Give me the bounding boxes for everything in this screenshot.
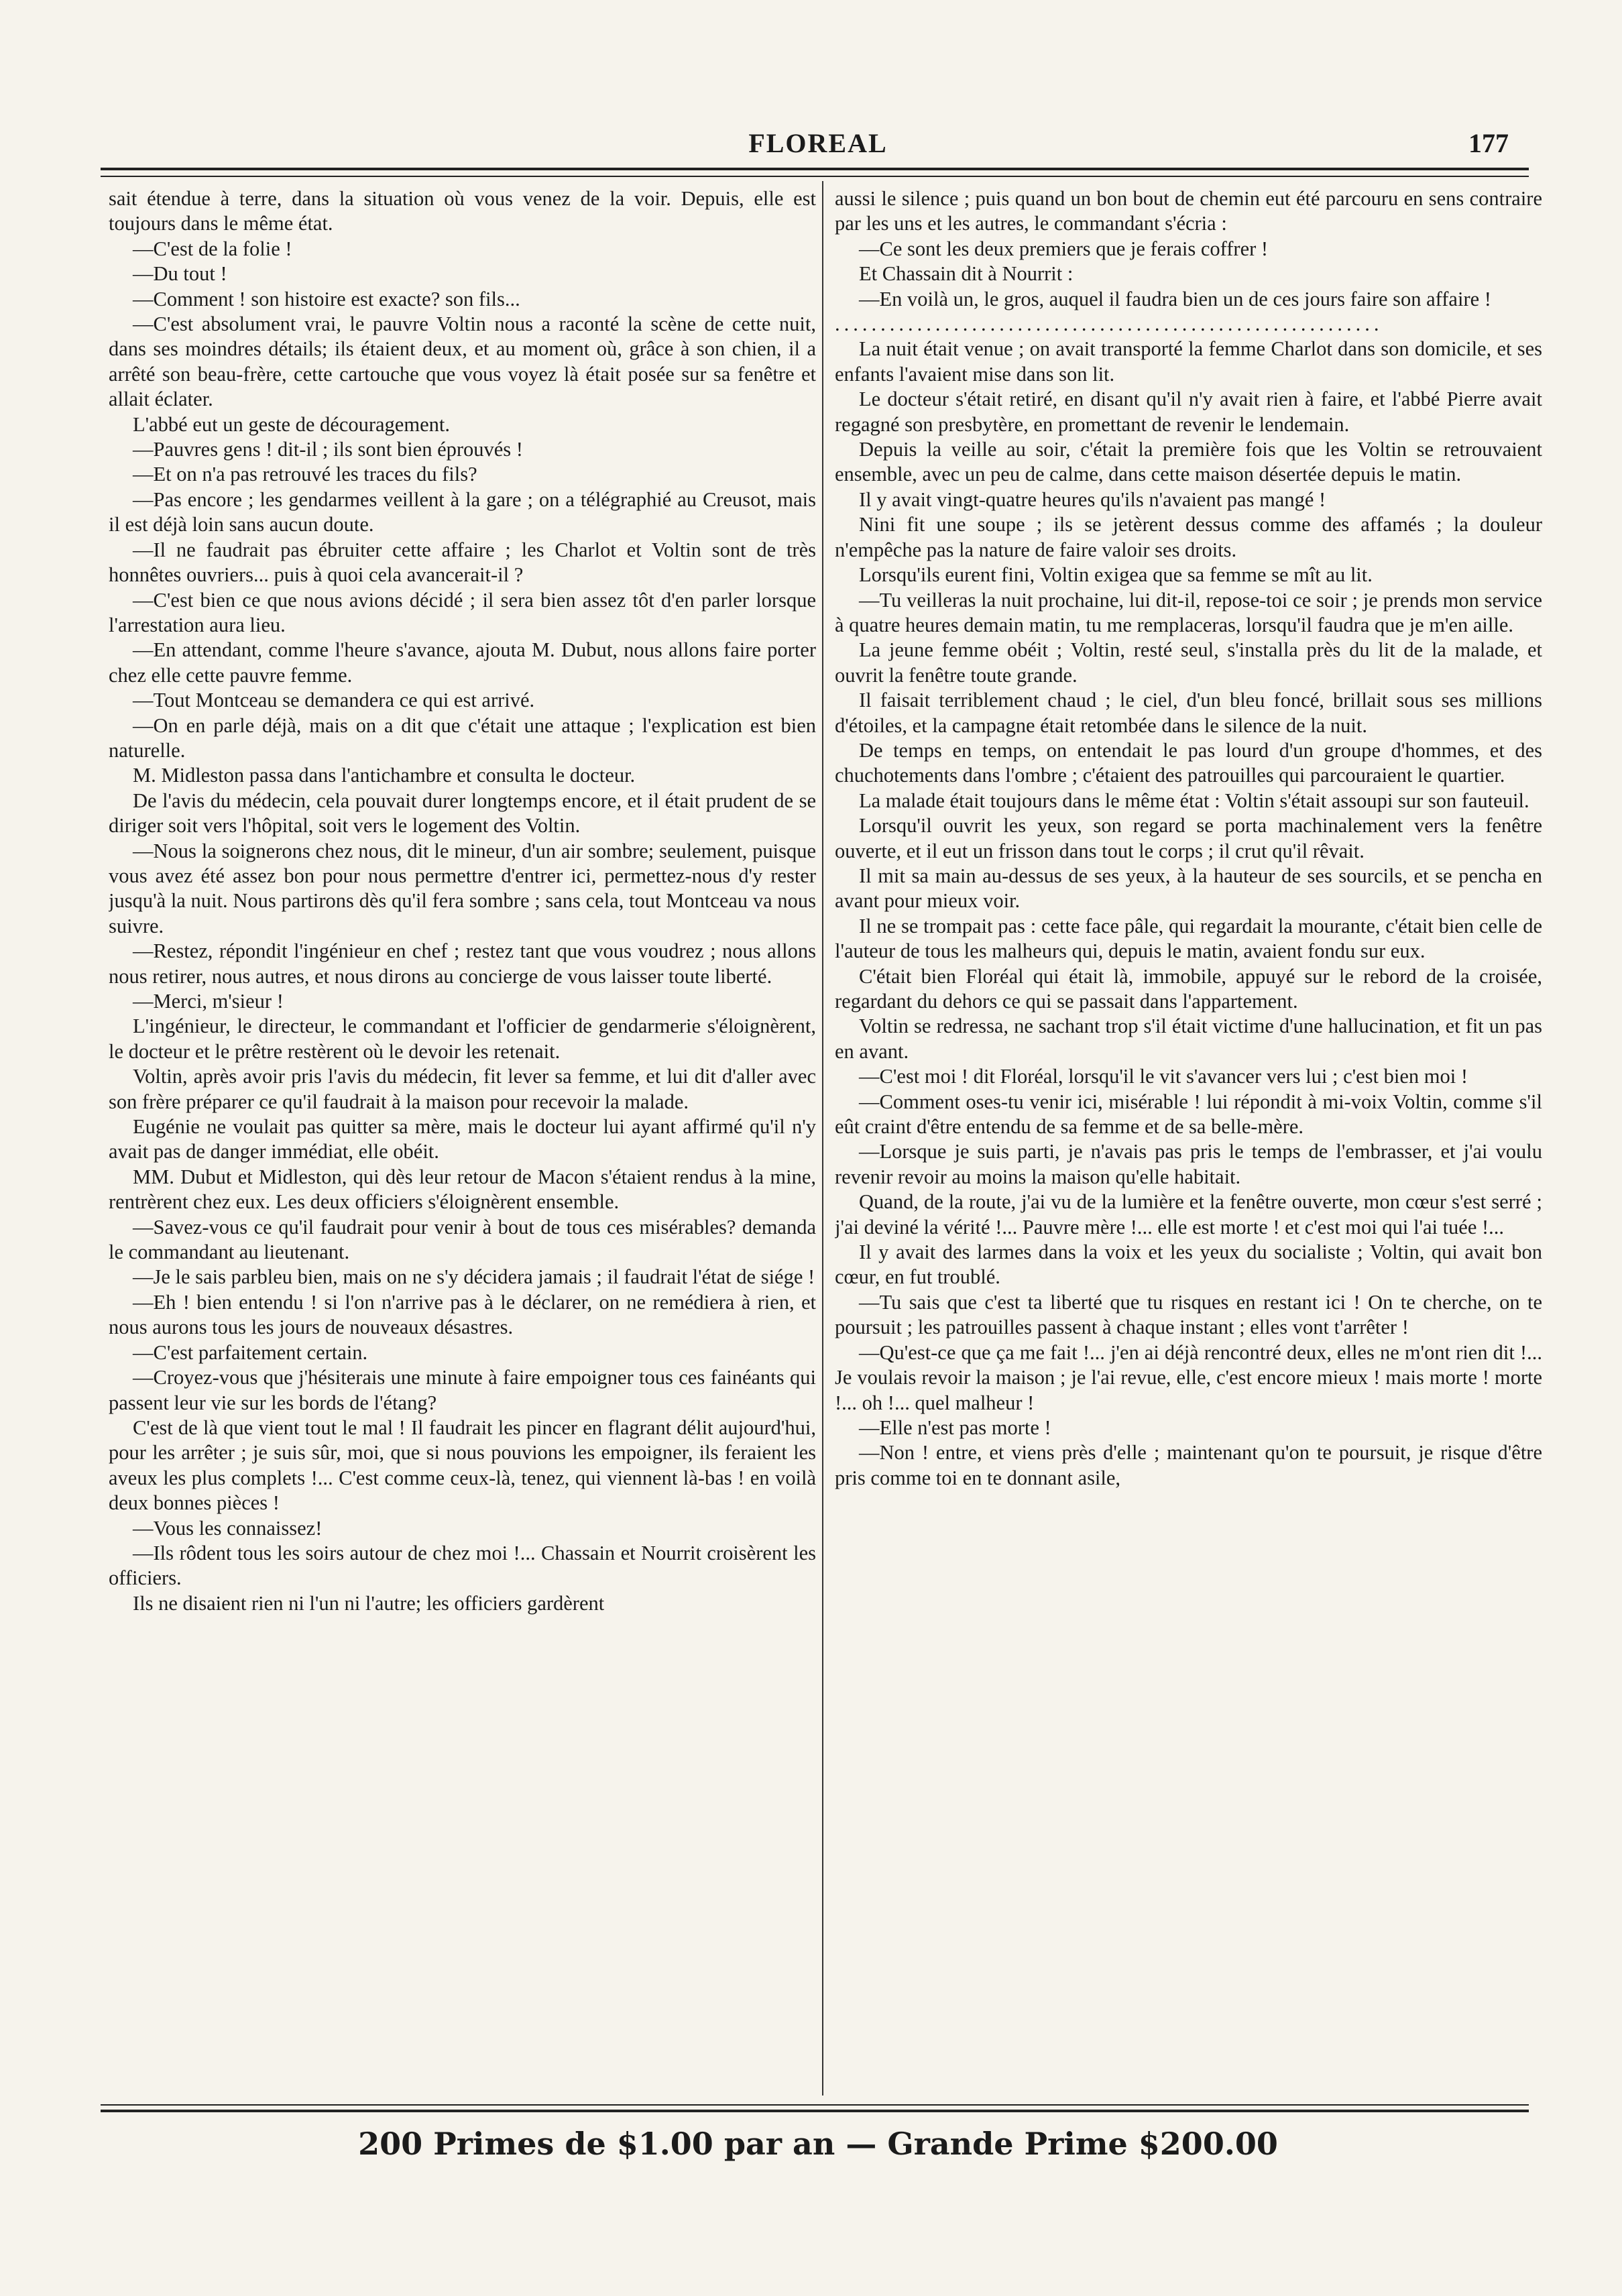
paragraph: —C'est absolument vrai, le pauvre Voltin nous a raconté la scène de cette nuit, dans ses moindres détails; ils étaient deux, et au moment où, grâce à son chien, il a arrêté son beau-frère, cette cartouche que vous voyez là était posée sur sa fenêtre et allait éclater. [109,312,816,411]
paragraph: —C'est bien ce que nous avions décidé ; il sera bien assez tôt d'en parler lorsque l'arrestation aura lieu. [109,588,816,636]
paragraph: —Du tout ! [133,262,227,286]
column-divider [822,181,823,2096]
paragraph: Lorsqu'il ouvrit les yeux, son regard se porta machinalement vers la fenêtre ouverte, et il eut un frisson dans tout le corps ; il crut qu'il rêvait. [835,814,1542,862]
paragraph: —Ils rôdent tous les soirs autour de chez moi !... Chassain et Nourrit croisèrent les officiers. [109,1541,816,1590]
paragraph: La malade était toujours dans le même état : Voltin s'était assoupi sur son fauteuil. [859,789,1529,812]
paragraph: Voltin se redressa, ne sachant trop s'il était victime d'une hallucination, et fit un pas en avant. [835,1015,1542,1063]
paragraph: —Lorsque je suis parti, je n'avais pas pris le temps de l'embrasser, et j'ai voulu revenir revoir au moins la maison qu'elle habitait. [835,1140,1542,1188]
paragraph: Il y avait vingt-quatre heures qu'ils n'avaient pas mangé ! [859,487,1326,511]
paragraph: ............................................................ [835,312,1383,336]
paragraph: L'abbé eut un geste de découragement. [133,412,450,436]
paragraph: —Pas encore ; les gendarmes veillent à la gare ; on a télégraphié au Creusot, mais il est déjà loin sans aucun doute. [109,487,816,536]
paragraph: —Qu'est-ce que ça me fait !... j'en ai déjà rencontré deux, elles ne m'ont rien dit !... Je voulais revoir la maison ; je l'ai revue, elle, c'est encore mieux ! mais morte ! morte !... oh !... quel malheur ! [835,1340,1542,1414]
paragraph: —Comment oses-tu venir ici, misérable ! lui répondit à mi-voix Voltin, comme s'il eût craint d'être entendu de sa femme et de sa belle-mère. [835,1090,1542,1139]
paragraph: C'est de là que vient tout le mal ! Il faudrait les pincer en flagrant délit aujourd'hui, pour les arrêter ; je suis sûr, moi, que si nous pouvions les empoigner, ils feraient les aveux les plus complets !... C'est comme ceux-là, tenez, qui viennent là-bas ! en voilà deux bonnes pièces ! [109,1416,816,1515]
paragraph: —Ce sont les deux premiers que je ferais coffrer ! [859,237,1269,260]
paragraph: —Et on n'a pas retrouvé les traces du fils? [133,463,477,486]
paragraph: —Elle n'est pas morte ! [859,1416,1051,1439]
paragraph: —Il ne faudrait pas ébruiter cette affaire ; les Charlot et Voltin sont de très honnêtes ouvriers... puis à quoi cela avancerait-il ? [109,538,816,587]
paragraph: —C'est parfaitement certain. [133,1340,368,1364]
paragraph: Il ne se trompait pas : cette face pâle, qui regardait la mourante, c'était bien celle de l'auteur de tous les malheurs qui, depuis le matin, avaient fondu sur eux. [835,914,1542,963]
right-column [835,186,1542,2101]
paragraph: —En voilà un, le gros, auquel il faudra bien un de ces jours faire son affaire ! [859,287,1491,310]
paragraph: —Comment ! son histoire est exacte? son fils... [133,287,520,310]
paragraph: Le docteur s'était retiré, en disant qu'il n'y avait rien à faire, et l'abbé Pierre avait regagné son presbytère, en promettant de revenir le lendemain. [835,388,1542,436]
paragraph: Il faisait terriblement chaud ; le ciel, d'un bleu foncé, brillait sous ses millions d'étoiles, et la campagne était retombée dans le silence de la nuit. [835,689,1542,737]
left-column [109,186,816,2101]
footer-banner: 200 Primes de $1.00 par an — Grande Prime $200.00 [358,2126,1278,2162]
paragraph: —Vous les connaissez! [133,1516,323,1540]
footer-rule-thin [101,2104,1529,2106]
paragraph: —Pauvres gens ! dit-il ; ils sont bien éprouvés ! [133,438,523,461]
paragraph: Il y avait des larmes dans la voix et les yeux du socialiste ; Voltin, qui avait bon cœur, en fut troublé. [835,1241,1542,1289]
paragraph: —Tout Montceau se demandera ce qui est arrivé. [133,689,535,712]
paragraph: Quand, de la route, j'ai vu de la lumière et la fenêtre ouverte, mon cœur s'est serré ; j'ai deviné la vérité !... Pauvre mère !... elle est morte ! et c'est moi qui l'ai tuée !... [835,1190,1542,1239]
paragraph: —Savez-vous ce qu'il faudrait pour venir à bout de tous ces misérables? demanda le commandant au lieutenant. [109,1215,816,1264]
paragraph: —On en parle déjà, mais on a dit que c'était une attaque ; l'explication est bien naturelle. [109,713,816,762]
paragraph: —Tu sais que c'est ta liberté que tu risques en restant ici ! On te cherche, on te poursuit ; les patrouilles passent à chaque instant ; elles vont t'arrêter ! [835,1290,1542,1339]
header-rule-thick [101,168,1529,170]
paragraph: MM. Dubut et Midleston, qui dès leur retour de Macon s'étaient rendus à la mine, rentrèrent chez eux. Les deux officiers s'éloignèrent ensemble. [109,1165,816,1214]
paragraph: C'était bien Floréal qui était là, immobile, appuyé sur le rebord de la croisée, regardant du dehors ce qui se passait dans l'appartement. [835,964,1542,1013]
paragraph: Voltin, après avoir pris l'avis du médecin, fit lever sa femme, et lui dit d'aller avec son frère préparer ce qu'il faudrait à la maison pour recevoir la malade. [109,1065,816,1113]
paragraph: M. Midleston passa dans l'antichambre et consulta le docteur. [133,764,636,787]
page-number: 177 [1468,128,1509,158]
paragraph: —Croyez-vous que j'hésiterais une minute à faire empoigner tous ces fainéants qui passent leur vie sur les bords de l'étang? [109,1366,816,1414]
paragraph: La jeune femme obéit ; Voltin, resté seul, s'installa près du lit de la malade, et ouvrit la fenêtre toute grande. [835,638,1542,687]
paragraph: La nuit était venue ; on avait transporté la femme Charlot dans son domicile, et ses enfants l'avaient mise dans son lit. [835,337,1542,386]
paragraph: —Non ! entre, et viens près d'elle ; maintenant qu'on te poursuit, je risque d'être pris comme toi en te donnant asile, [835,1441,1542,1489]
footer-rule-thick [101,2110,1529,2112]
paragraph: —Je le sais parbleu bien, mais on ne s'y décidera jamais ; il faudrait l'état de siége ! [133,1265,815,1289]
paragraph: —Tu veilleras la nuit prochaine, lui dit-il, repose-toi ce soir ; je prends mon service à quatre heures demain matin, tu me remplaceras, lorsqu'il faudra que je m'en aille. [835,588,1542,636]
paragraph: L'ingénieur, le directeur, le commandant et l'officier de gendarmerie s'éloignèrent, le docteur et le prêtre restèrent où le devoir les retenait. [109,1015,816,1063]
paragraph: —C'est moi ! dit Floréal, lorsqu'il le vit s'avancer vers lui ; c'est bien moi ! [859,1065,1468,1088]
running-title: FLOREAL [748,128,888,158]
paragraph: Eugénie ne voulait pas quitter sa mère, mais le docteur lui ayant affirmé qu'il n'y avait pas de danger immédiat, elle obéit. [109,1115,816,1163]
paragraph: Nini fit une soupe ; ils se jetèrent dessus comme des affamés ; la douleur n'empêche pas la nature de faire valoir ses droits. [835,513,1542,561]
paragraph: aussi le silence ; puis quand un bon bout de chemin eut été parcouru en sens contraire par les uns et les autres, le commandant s'écria : [835,187,1542,235]
page-header [114,127,1522,168]
paragraph: De temps en temps, on entendait le pas lourd d'un groupe d'hommes, et des chuchotements dans l'ombre ; c'étaient des patrouilles qui parcouraient le quartier. [835,738,1542,787]
paragraph: —Merci, m'sieur ! [133,990,284,1013]
paragraph: Il mit sa main au-dessus de ses yeux, à la hauteur de ses sourcils, et se pencha en avant pour mieux voir. [835,864,1542,913]
paragraph: —Nous la soignerons chez nous, dit le mineur, d'un air sombre; seulement, puisque vous avez été assez bon pour nous permettre d'entrer ici, permettez-nous d'y rester jusqu'à la nuit. Nous partirons dès qu'il fera sombre ; sans cela, tout Montceau va nous suivre. [109,839,816,937]
header-rule-thin [101,176,1529,177]
paragraph: —Restez, répondit l'ingénieur en chef ; restez tant que vous voudrez ; nous allons nous retirer, nous autres, et nous dirons au concierge de vous laisser toute liberté. [109,939,816,988]
paragraph: Ils ne disaient rien ni l'un ni l'autre; les officiers gardèrent [133,1591,605,1615]
paragraph: sait étendue à terre, dans la situation où vous venez de la voir. Depuis, elle est toujours dans le même état. [109,187,816,235]
paragraph: Et Chassain dit à Nourrit : [859,262,1074,286]
paragraph: —C'est de la folie ! [133,237,292,260]
paragraph: —En attendant, comme l'heure s'avance, ajouta M. Dubut, nous allons faire porter chez elle cette pauvre femme. [109,638,816,687]
paragraph: Depuis la veille au soir, c'était la première fois que les Voltin se retrouvaient ensemble, avec un peu de calme, dans cette maison désertée depuis le matin. [835,438,1542,486]
paragraph: —Eh ! bien entendu ! si l'on n'arrive pas à le déclarer, on ne remédiera à rien, et nous aurons tous les jours de nouveaux désastres. [109,1290,816,1339]
paragraph: Lorsqu'ils eurent fini, Voltin exigea que sa femme se mît au lit. [859,563,1373,587]
paragraph: De l'avis du médecin, cela pouvait durer longtemps encore, et il était prudent de se diriger soit vers l'hôpital, soit vers le logement des Voltin. [109,789,816,838]
